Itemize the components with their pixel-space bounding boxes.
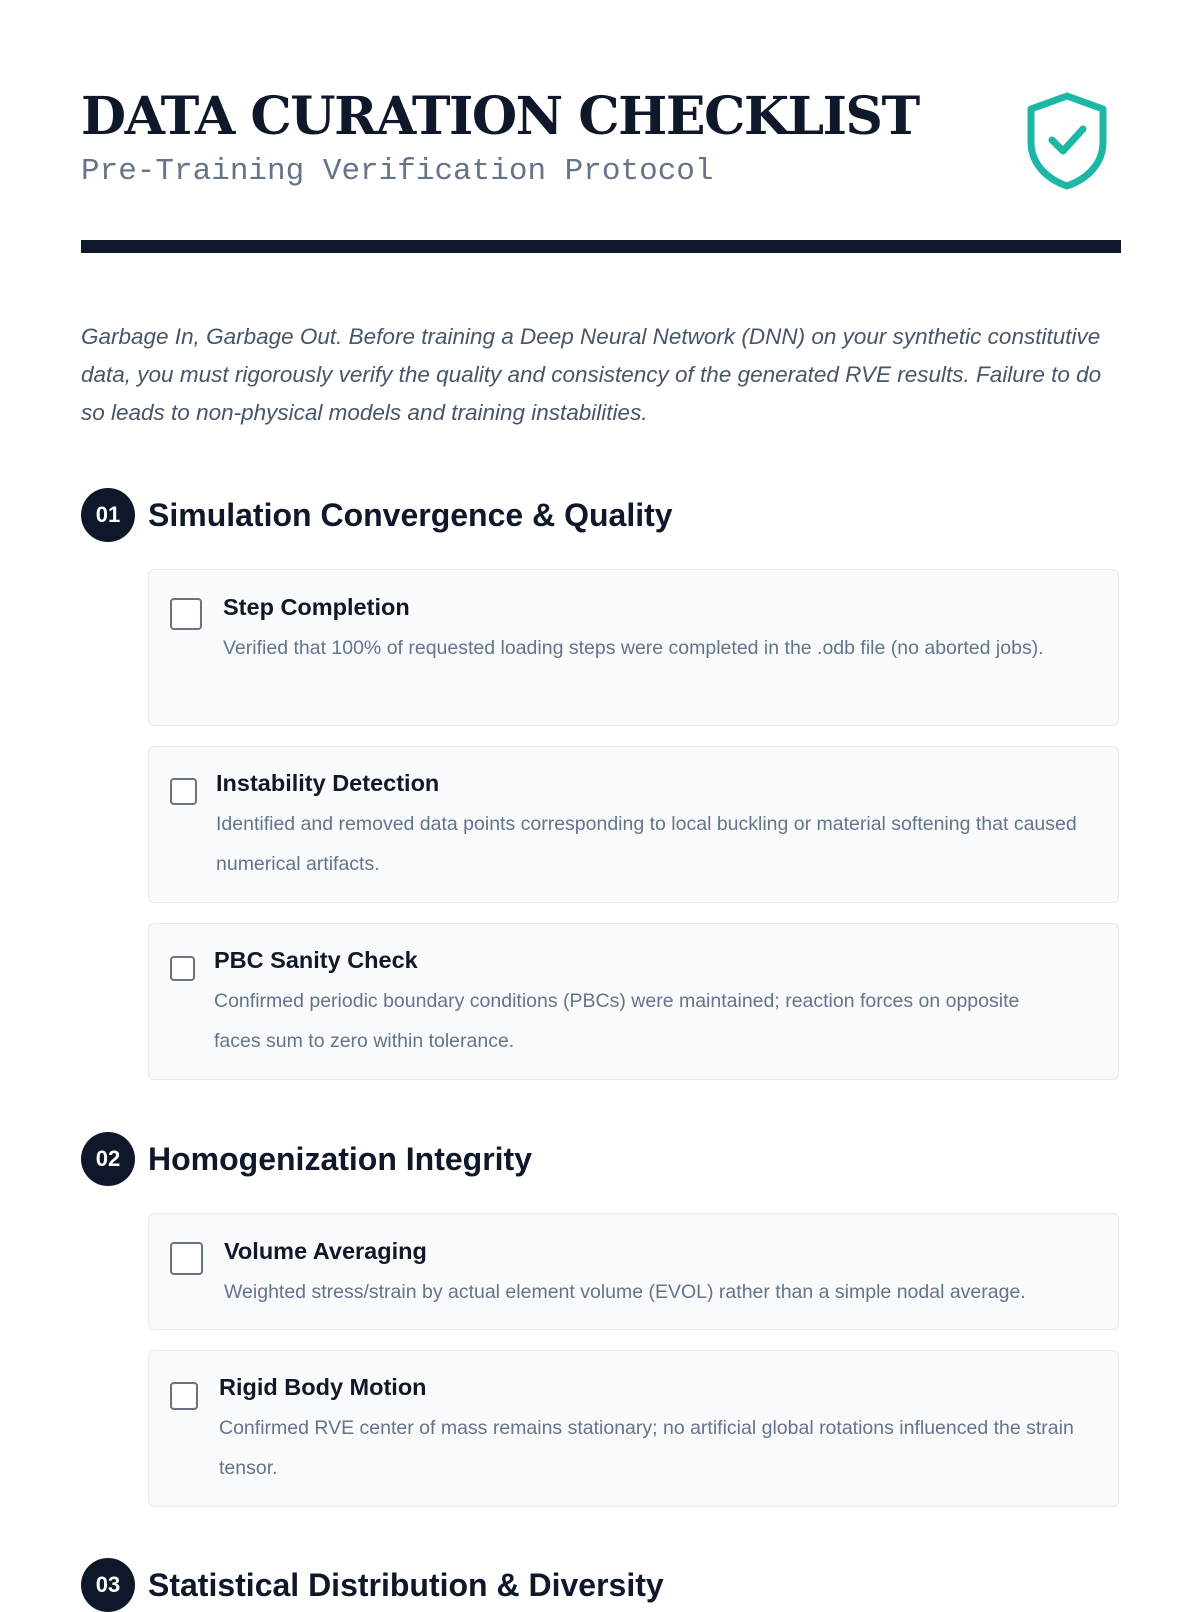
checkbox[interactable] xyxy=(170,956,195,981)
checkbox[interactable] xyxy=(170,1382,198,1410)
section-number-badge: 01 xyxy=(81,488,135,542)
item-title: PBC Sanity Check xyxy=(214,947,418,973)
section-number-badge: 03 xyxy=(81,1558,135,1612)
section-simulation-convergence xyxy=(81,488,1121,1052)
checkbox[interactable] xyxy=(170,1242,203,1275)
header xyxy=(81,0,1121,242)
section-title: Simulation Convergence & Quality xyxy=(148,497,673,533)
checklist-page xyxy=(81,0,1121,1603)
checklist-item-rigid-body-motion xyxy=(148,1350,1119,1507)
header-divider xyxy=(81,240,1121,253)
item-description: Confirmed periodic boundary conditions (PBCs) were maintained; reaction forces on opposite faces sum to zero within tolerance. xyxy=(214,990,1020,1052)
item-description: Identified and removed data points corresponding to local buckling or material softening that caused numerical artifacts. xyxy=(216,813,1077,875)
section-homogenization-integrity xyxy=(81,1132,1121,1479)
item-title: Instability Detection xyxy=(216,770,440,796)
checklist-item-pbc-sanity-check xyxy=(148,923,1119,1080)
checklist-item-step-completion xyxy=(148,569,1119,726)
item-title: Volume Averaging xyxy=(224,1238,427,1264)
item-description: Weighted stress/strain by actual element volume (EVOL) rather than a simple nodal average. xyxy=(224,1281,1026,1303)
page-title: DATA CURATION CHECKLIST xyxy=(81,86,919,147)
checklist-item-volume-averaging xyxy=(148,1213,1119,1330)
shield-check-icon xyxy=(1023,90,1111,190)
section-header xyxy=(81,1558,1121,1612)
item-title: Step Completion xyxy=(223,594,410,620)
section-header xyxy=(81,488,1121,542)
section-header xyxy=(81,1132,1121,1186)
item-description: Confirmed RVE center of mass remains stationary; no artificial global rotations influenced the strain tensor. xyxy=(219,1417,1074,1479)
item-title: Rigid Body Motion xyxy=(219,1374,427,1400)
intro-text: Garbage In, Garbage Out. Before training a Deep Neural Network (DNN) on your synthetic constitutive data, you must rigorously verify the quality and consistency of the generated RVE results. Failure to do so leads to non-physical models and training instabilities. xyxy=(81,324,1102,425)
checklist-item-instability-detection xyxy=(148,746,1119,903)
section-number-badge: 02 xyxy=(81,1132,135,1186)
section-title: Statistical Distribution & Diversity xyxy=(148,1567,664,1603)
item-description: Verified that 100% of requested loading steps were completed in the .odb file (no aborted jobs). xyxy=(223,637,1044,659)
page-subtitle: Pre-Training Verification Protocol xyxy=(81,154,714,189)
section-statistical-distribution xyxy=(81,1558,1121,1612)
section-title: Homogenization Integrity xyxy=(148,1141,532,1177)
checkbox[interactable] xyxy=(170,778,197,805)
checkbox[interactable] xyxy=(170,598,202,630)
